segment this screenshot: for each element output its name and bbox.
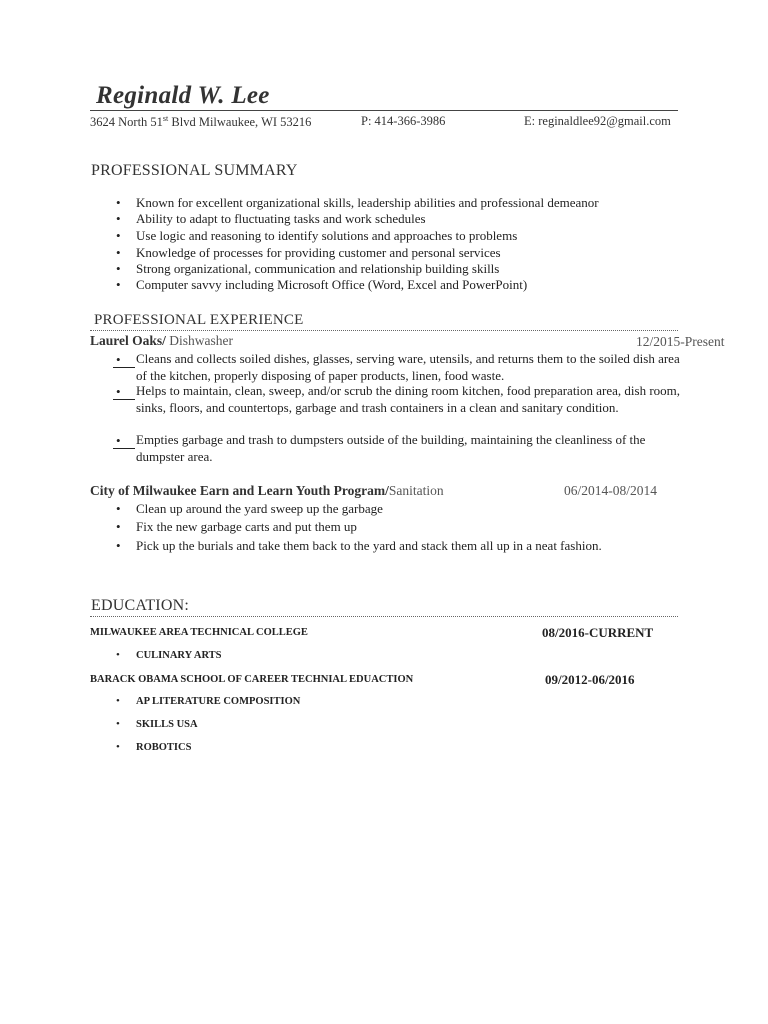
job-role: Dishwasher	[165, 333, 234, 348]
address-city: Blvd Milwaukee, WI 53216	[168, 115, 312, 130]
bullet-underline	[113, 448, 135, 449]
summary-item: Strong organizational, communication and relationship building skills	[136, 261, 500, 276]
school-item: SKILLS USA	[136, 719, 198, 730]
job-dates: 12/2015-Present	[636, 334, 725, 349]
summary-title: PROFESSIONAL SUMMARY	[91, 162, 298, 179]
bullet: •	[116, 501, 121, 516]
job-item: Fix the new garbage carts and put them up	[136, 519, 357, 534]
bullet: •	[116, 261, 121, 276]
job-title-line	[90, 333, 233, 349]
email: E: reginaldlee92@gmail.com	[524, 114, 671, 128]
school-name: BARACK OBAMA SCHOOL OF CAREER TECHNIAL EDUACTION	[90, 674, 414, 685]
summary-item: Knowledge of processes for providing customer and personal services	[136, 245, 501, 260]
job-item: Cleans and collects soiled dishes, glasses, serving ware, utensils, and returns them to the soiled dish area of the kitchen, properly disposing of paper products, linen, food waste.	[136, 351, 680, 383]
bullet: •	[116, 211, 121, 226]
school-name: MILWAUKEE AREA TECHNICAL COLLEGE	[90, 627, 308, 638]
school-dates: 09/2012-06/2016	[545, 672, 635, 687]
address	[90, 114, 311, 130]
job-item: Empties garbage and trash to dumpsters outside of the building, maintaining the cleanliness of the dumpster area.	[136, 432, 646, 464]
address-ordinal: st	[162, 114, 169, 123]
address-street: 3624 North 51	[90, 115, 163, 130]
job-item: Helps to maintain, clean, sweep, and/or scrub the dining room kitchen, food preparation area, dish room, sinks, floors, and countertops, garbage and trash containers in a clean and sanitary condition.	[136, 383, 681, 415]
bullet: •	[116, 195, 121, 210]
summary-item: Ability to adapt to fluctuating tasks and work schedules	[136, 211, 426, 226]
summary-item: Use logic and reasoning to identify solutions and approaches to problems	[136, 228, 518, 243]
phone: P: 414-366-3986	[361, 114, 446, 128]
bullet-underline	[113, 399, 135, 400]
bullet: •	[116, 718, 120, 730]
summary-item: Computer savvy including Microsoft Office (Word, Excel and PowerPoint)	[136, 277, 528, 292]
bullet: •	[116, 741, 120, 753]
education-title: EDUCATION:	[91, 597, 189, 614]
bullet: •	[116, 433, 121, 448]
bullet: •	[116, 384, 121, 399]
school-dates: 08/2016-CURRENT	[542, 625, 654, 640]
bullet-underline	[113, 367, 135, 368]
bullet: •	[116, 352, 121, 367]
school-item: CULINARY ARTS	[136, 650, 222, 661]
bullet: •	[116, 538, 121, 553]
job-role: Sanitation	[388, 483, 444, 498]
bullet: •	[116, 695, 120, 707]
bullet: •	[116, 245, 121, 260]
job-employer: Laurel Oaks/	[90, 333, 166, 348]
job-dates: 06/2014-08/2014	[564, 483, 657, 498]
job-item: Pick up the burials and take them back to the yard and stack them all up in a neat fashion.	[136, 538, 602, 553]
header-divider	[90, 110, 678, 111]
bullet: •	[116, 649, 120, 661]
experience-divider	[90, 330, 678, 331]
resume-name: Reginald W. Lee	[96, 82, 270, 109]
summary-item: Known for excellent organizational skills, leadership abilities and professional demeanor	[136, 195, 599, 210]
school-item: ROBOTICS	[136, 742, 192, 753]
job-item: Clean up around the yard sweep up the garbage	[136, 501, 383, 516]
bullet: •	[116, 228, 121, 243]
job-employer: City of Milwaukee Earn and Learn Youth Program/	[90, 483, 389, 498]
bullet: •	[116, 519, 121, 534]
experience-title: PROFESSIONAL EXPERIENCE	[94, 312, 304, 328]
school-item: AP LITERATURE COMPOSITION	[136, 696, 301, 707]
job-title-line	[90, 483, 444, 499]
education-divider	[90, 616, 678, 617]
bullet: •	[116, 277, 121, 292]
